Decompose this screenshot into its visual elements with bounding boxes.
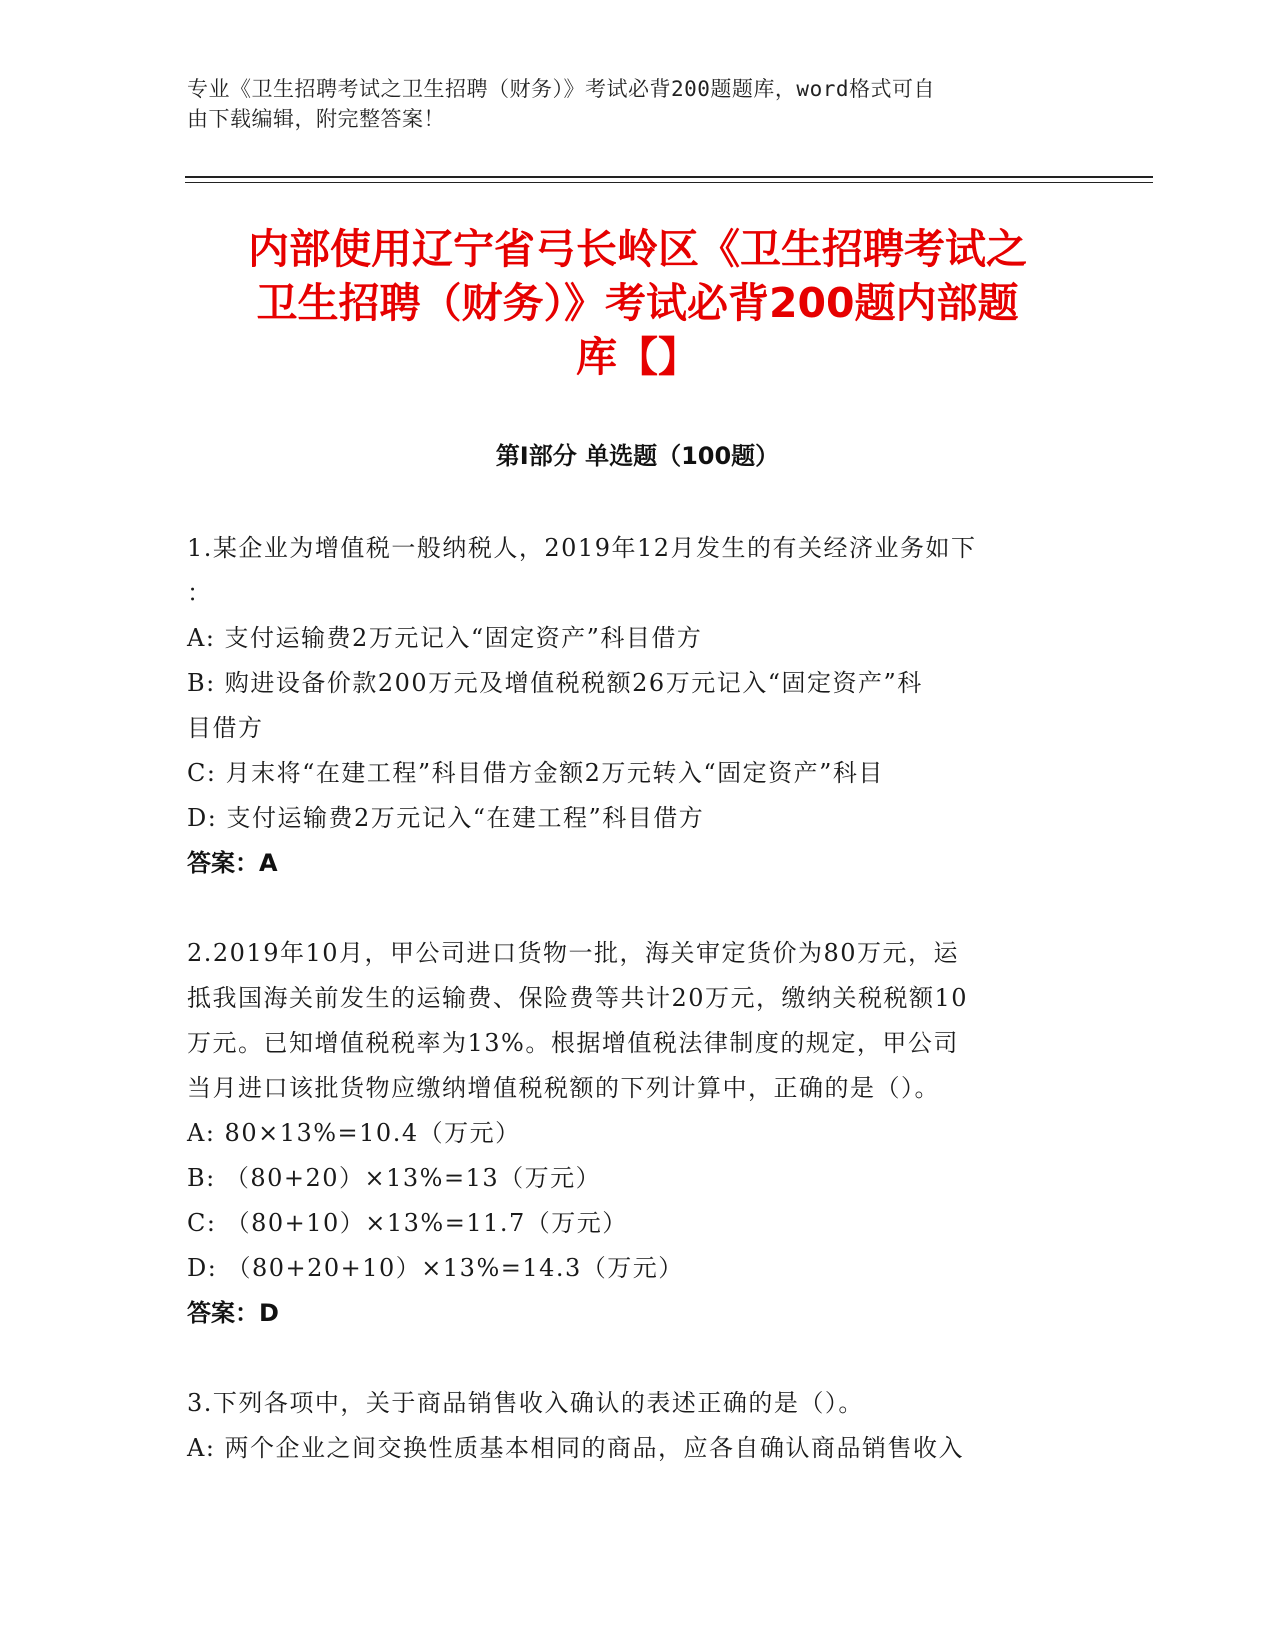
title-line: 库【】 xyxy=(576,333,699,381)
question-3 xyxy=(187,1381,1077,1471)
question-list xyxy=(187,526,1077,1516)
question-stem: 万元。已知增值税税率为13%。根据增值税法律制度的规定，甲公司 xyxy=(187,1029,959,1057)
header-divider-thin xyxy=(185,182,1153,183)
question-stem: 抵我国海关前发生的运输费、保险费等共计20万元，缴纳关税税额10 xyxy=(187,984,969,1012)
question-1 xyxy=(187,526,1077,886)
document-title xyxy=(185,222,1090,384)
option-a: A: 80×13%=10.4（万元） xyxy=(187,1119,521,1147)
question-stem: 3.下列各项中，关于商品销售收入确认的表述正确的是（）。 xyxy=(187,1389,864,1417)
option-d: D: 支付运输费2万元记入“在建工程”科目借方 xyxy=(187,804,705,832)
section-heading: 第Ⅰ部分 单选题（100题） xyxy=(495,442,780,470)
answer: 答案：D xyxy=(187,1299,279,1327)
option-a: A: 两个企业之间交换性质基本相同的商品，应各自确认商品销售收入 xyxy=(187,1434,965,1462)
option-d: D: （80+20+10）×13%=14.3（万元） xyxy=(187,1254,684,1282)
question-2 xyxy=(187,931,1077,1336)
header-note xyxy=(187,74,1067,134)
option-c: C: 月末将“在建工程”科目借方金额2万元转入“固定资产”科目 xyxy=(187,759,884,787)
option-b: B: 购进设备价款200万元及增值税税额26万元记入“固定资产”科 xyxy=(187,669,923,697)
option-b-continued: 目借方 xyxy=(187,714,264,742)
header-note-line: 专业《卫生招聘考试之卫生招聘（财务）》考试必背200题题库，word格式可自 xyxy=(187,77,935,101)
question-stem: 1.某企业为增值税一般纳税人，2019年12月发生的有关经济业务如下 xyxy=(187,534,977,562)
header-divider-thick xyxy=(185,176,1153,178)
title-line: 内部使用辽宁省弓长岭区《卫生招聘考试之 xyxy=(248,225,1027,273)
question-stem: 2.2019年10月，甲公司进口货物一批，海关审定货价为80万元，运 xyxy=(187,939,960,967)
option-a: A: 支付运输费2万元记入“固定资产”科目借方 xyxy=(187,624,703,652)
option-c: C: （80+10）×13%=11.7（万元） xyxy=(187,1209,628,1237)
header-note-line: 由下载编辑，附完整答案！ xyxy=(187,107,445,131)
option-b: B: （80+20）×13%=13（万元） xyxy=(187,1164,602,1192)
question-stem: 当月进口该批货物应缴纳增值税税额的下列计算中，正确的是（）。 xyxy=(187,1074,940,1102)
title-line: 卫生招聘（财务）》考试必背200题内部题 xyxy=(256,279,1019,327)
question-stem: ： xyxy=(187,579,213,607)
answer: 答案：A xyxy=(187,849,278,877)
